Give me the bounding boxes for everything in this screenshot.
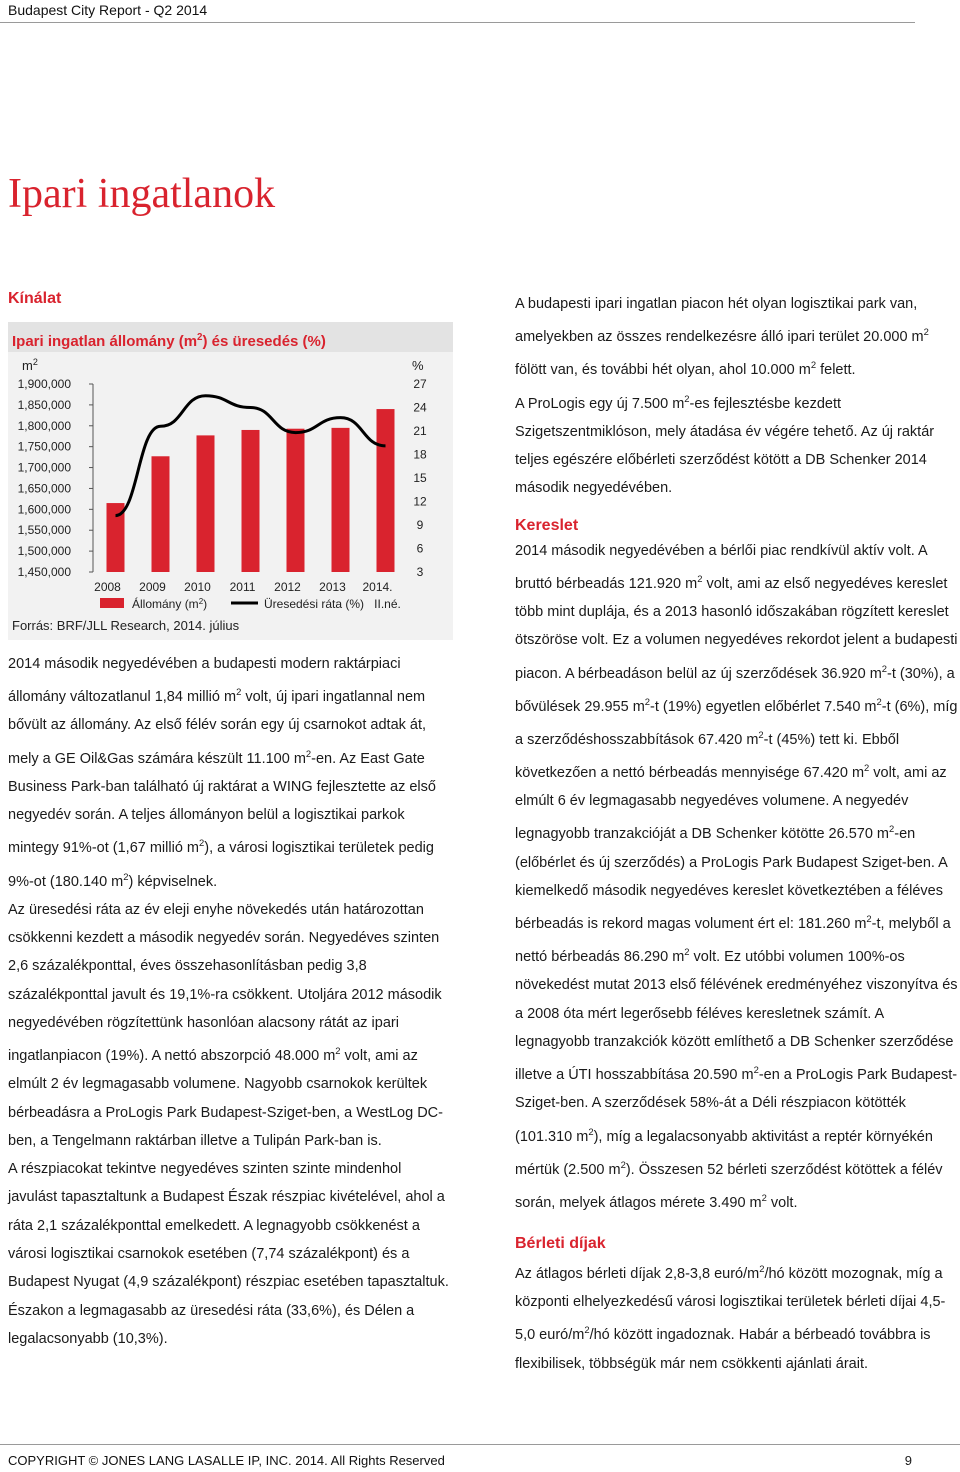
chart-title: Ipari ingatlan állomány $(m^2)$ és üresedés (%) xyxy=(8,322,453,352)
y-right-unit: % xyxy=(412,358,424,373)
x-tick: 2008 xyxy=(94,580,121,594)
left-column xyxy=(8,290,453,1347)
header-title: Budapest City Report - Q2 2014 xyxy=(8,2,208,18)
left-paragraph: A részpiacokat tekintve negyedéves szinten szinte mindenhol javulást tapasztaltunk a Budapest Észak részpiac kivételével, ahol a ráta 2,1 százalékponttal emelkedett. A legnagyobb csökkenést a városi logisztikai csarnokok esetében (7,74 százalékpont) és a Budapest Nyugat (4,9 százalékpont) részpiac esetében tapasztaltuk. Északon a legmagasabb az üresedési ráta (33,6%), és Délen a legalacsonyabb (10,3%). xyxy=(8,1161,449,1347)
bar xyxy=(287,429,305,572)
x-tick: 2012 xyxy=(274,580,301,594)
y-left-tick: 1,750,000 xyxy=(17,439,71,454)
y-left-tick: 1,550,000 xyxy=(17,523,71,538)
bar xyxy=(332,428,350,572)
left-paragraph: Az üresedési ráta az év eleji enyhe növekedés után határozottan csökkenni kezdett a második negyedév során. Negyedéves szinten 2,6 százalékponttal, éves összehasonlításban pedig 3,8 százalékponttal javult és 19,1%-ra csökkent. Utoljára 2012 második negyedévében rögzítettünk hasonlóan alacsony rátát az ipari ingatlanpiacon (19%). A nettó abszorpció 48.000 $m^2$ volt, ami az elmúlt 2 év legmagasabb volumene. Nagyobb csarnokok kerültek bérbeadásra a ProLogis Park Budapest-Sziget-ben, a WestLog DC-ben, a Tengelmann raktárban illetve a Tulipán Park-ban is. xyxy=(8,901,443,1149)
bar xyxy=(197,435,215,572)
stock-vacancy-chart xyxy=(8,352,453,614)
y-right-tick: 6 xyxy=(416,541,424,556)
y-left-tick: 1,900,000 xyxy=(17,377,71,391)
y-left-tick: 1,800,000 xyxy=(17,418,71,433)
y-right-tick: 3 xyxy=(416,565,424,579)
y-right-tick: 9 xyxy=(416,518,424,532)
y-left-unit: $m^2$ xyxy=(22,357,38,373)
y-left-tick: 1,450,000 xyxy=(17,565,71,579)
kinalat-heading: Kínálat xyxy=(8,290,62,307)
berleti-dijak-text: Az átlagos bérleti díjak 2,8-3,8 euró/$m^2/hó$ között mozognak, míg a központi elhelyezkedésű városi logisztikai területek bérleti díjai 4,5-5,0 euró/$m^2/hó$ között ingadoznak. Habár a bérbeadó továbbra is flexibilisek, többségük már nem csökkenti ajánlati árait. xyxy=(515,1263,946,1372)
right-intro-paragraph: A budapesti ipari ingatlan piacon hét olyan logisztikai park van, amelyekben az összes rendelkezésre álló ipari terület 20.000 $m^2$ fölött van, és további hét olyan, ahol 10.000 $m^2$ felett. xyxy=(515,296,929,379)
right-intro-paragraph: A ProLogis egy új 7.500 $m^2-es$ fejlesztésbe kezdett Szigetszentmiklóson, mely átadása év végére tehető. Az új raktár teljes egészére előbérleti szerződést kötött a DB Schenker 2014 második negyedévében. xyxy=(515,392,935,497)
page-title: Ipari ingatlanok xyxy=(8,171,276,217)
footer-divider xyxy=(0,1444,960,1445)
right-column xyxy=(515,290,960,1378)
kereslet-text: 2014 második negyedévében a bérlői piac rendkívül aktív volt. A bruttó bérbeadás 121.920 $m^2$ volt, ami az első negyedéves kereslet több mint duplája, és a 2013 hasonló időszakában rögzített kereslet ötszöröse volt. Ez a volumen negyedéves rekordot jelent a budapesti piacon. A bérbeadáson belül az új szerződések 36.920 $m^2-t$ (30%), a bővülések 29.955 $m^2-t$ (19%) egyetlen előbérlet 7.540 $m^2-t$ (6%), míg a szerződéshosszabbítások 67.420 $m^2-t$ (45%) tett ki. Ebből következően a nettó bérbeadás mennyisége 67.420 $m^2$ volt, ami az elmúlt 6 év legmagasabb negyedéves volumene. A negyedév legnagyobb tranzakcióját a DB Schenker kötötte 26.570 $m^2-en$ (előbérlet és új szerződés) a ProLogis Park Budapest Sziget-ben. A kiemelkedő második negyedéves kereslet következtében a féléves bérbeadás is rekord magas volument ért el: 181.260 $m^2-t$, melyből a nettó bérbeadás 86.290 $m^2$ volt. Ez utóbbi volumen 100%-os növekedést mutat 2013 első félévének eredményéhez viszonyítva és a 2008 óta mért legerősebb féléves keresletnek számít. A legnagyobb tranzakciók között említhető a DB Schenker szerződése illetve a ÚTI hosszabbítása 20.590 $m^2-en$ a ProLogis Park Budapest-Sziget-ben. A szerződések 58%-át a Déli részpiacon kötötték (101.310 $m^2$), míg a legalacsonyabb aktivitást a reptér környékén mértük (2.500 $m^2$). Összesen 52 bérleti szerződést kötöttek a félév során, melyek átlagos mérete 3.490 $m^2$ volt. xyxy=(515,542,958,1211)
page-number: 9 xyxy=(904,1453,912,1468)
x-tick: 2010 xyxy=(184,580,211,594)
legend-bar-swatch xyxy=(100,598,124,608)
x-tick: 2009 xyxy=(139,580,166,594)
legend-bar-label: Állomány $(m^2)$ xyxy=(132,597,208,611)
header-divider xyxy=(0,22,915,23)
footer-copyright: COPYRIGHT © JONES LANG LASALLE IP, INC. 2014. All Rights Reserved xyxy=(8,1453,445,1468)
y-right-tick: 27 xyxy=(413,377,427,391)
right-intro xyxy=(515,290,960,503)
bar xyxy=(377,409,395,572)
y-right-tick: 21 xyxy=(413,424,427,438)
legend-line-label: Üresedési ráta (%) xyxy=(264,597,365,611)
x-tick: 2013 xyxy=(319,580,346,594)
berleti-dijak-heading: Bérleti díjak xyxy=(515,1235,606,1253)
x-tick: 2014. xyxy=(362,580,393,594)
y-left-tick: 1,600,000 xyxy=(17,502,71,517)
y-right-tick: 12 xyxy=(413,494,427,509)
y-left-tick: 1,650,000 xyxy=(17,481,71,496)
y-right-tick: 15 xyxy=(413,471,427,485)
kereslet-heading: Kereslet xyxy=(515,516,579,534)
bar xyxy=(152,456,170,572)
chart-source: Forrás: BRF/JLL Research, 2014. július xyxy=(12,618,240,633)
y-right-tick: 24 xyxy=(413,400,427,415)
y-right-tick: 18 xyxy=(413,447,427,462)
y-left-tick: 1,700,000 xyxy=(17,460,71,475)
y-left-tick: 1,850,000 xyxy=(17,397,71,412)
y-left-tick: 1,500,000 xyxy=(17,544,71,559)
chart-panel xyxy=(8,322,453,640)
x-tick-extra: II.né. xyxy=(374,597,401,611)
left-body-text xyxy=(8,650,453,1353)
x-tick: 2011 xyxy=(229,580,256,594)
bar xyxy=(242,430,260,572)
left-paragraph: 2014 második negyedévében a budapesti modern raktárpiaci állomány változatlanul 1,84 millió $m^2$ volt, új ipari ingatlannal nem bővült az állomány. Az első félév során egy új csarnokot adtak át, mely a GE Oil&Gas számára készült 11.100 $m^2-en$. Az East Gate Business Park-ban található új raktárat a WING fejlesztette az első negyedév során. A teljes állományon belül a logisztikai parkok mintegy 91%-ot (1,67 millió $m^2$), a városi logisztikai területek pedig 9%-ot (180.140 $m^2$) képviselnek. xyxy=(8,656,436,890)
